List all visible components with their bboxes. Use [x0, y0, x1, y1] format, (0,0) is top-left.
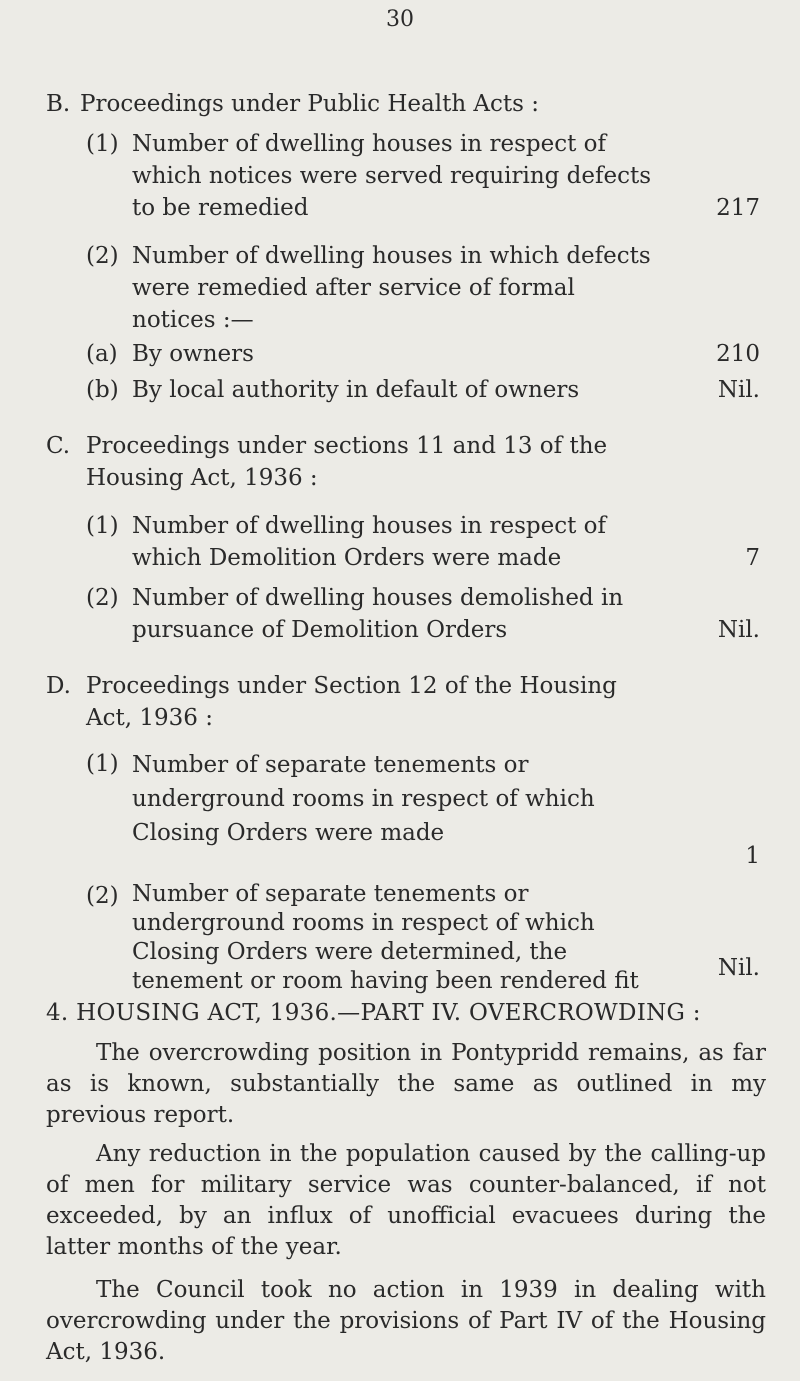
section-c-letter: C.	[46, 433, 71, 459]
item-text: Number of dwelling houses in which defects were remedied after service of formal notices :—	[132, 243, 651, 333]
item-number: (1)	[86, 513, 119, 539]
item-text: Number of separate tenements or underground rooms in respect of which Closing Orders were determined, the tenement or room having been rendered fit	[132, 881, 639, 994]
item-text: Number of separate tenements or underground rooms in respect of which Closing Orders were made	[132, 752, 595, 846]
section-d-title: Proceedings under Section 12 of the Housing Act, 1936 :	[86, 673, 617, 731]
item-text: Number of dwelling houses in respect of which notices were served requiring defects to be remedied	[132, 131, 652, 221]
section-b-item-1-value: 217	[716, 195, 760, 221]
section-d-letter: D.	[46, 673, 71, 699]
section-d-item-1-value: 1	[745, 843, 760, 869]
item-text: By local authority in default of owners	[132, 377, 580, 403]
item-number: (1)	[86, 751, 119, 777]
page-number: 30	[386, 7, 414, 32]
section-c-item-1-value: 7	[745, 545, 760, 571]
section-b-letter: B.	[46, 91, 71, 117]
section-4-paragraph-1: The overcrowding position in Pontypridd remains, as far as is known, substantially the same as outlined in my previous report.	[46, 1040, 766, 1128]
item-number: (a)	[86, 341, 118, 367]
item-text: Number of dwelling houses in respect of which Demolition Orders were made	[132, 513, 607, 571]
section-4-paragraph-2: Any reduction in the population caused by the calling-up of men for military service was counter-balanced, if not exceeded, by an influx of unofficial evacuees during the latter months of the year.	[46, 1141, 766, 1260]
section-d-item-2-value: Nil.	[717, 955, 760, 981]
item-number: (2)	[86, 243, 119, 269]
item-text: Number of dwelling houses demolished in pursuance of Demolition Orders	[132, 585, 624, 643]
section-b-subitem-a-value: 210	[716, 341, 760, 367]
section-b-subitem-b-value: Nil.	[717, 377, 760, 403]
section-b-heading	[46, 88, 746, 120]
item-number: (1)	[86, 131, 119, 157]
section-c-item-2-value: Nil.	[717, 617, 760, 643]
section-c-title: Proceedings under sections 11 and 13 of the Housing Act, 1936 :	[86, 433, 608, 491]
item-number: (b)	[86, 377, 119, 403]
section-4-heading: 4. HOUSING ACT, 1936.—PART IV. OVERCROWDING :	[46, 1000, 701, 1026]
section-4-paragraph-3: The Council took no action in 1939 in dealing with overcrowding under the provisions of Part IV of the Housing Act, 1936.	[46, 1277, 766, 1365]
item-number: (2)	[86, 883, 119, 909]
item-number: (2)	[86, 585, 119, 611]
section-b-title: Proceedings under Public Health Acts :	[80, 91, 540, 117]
item-text: By owners	[132, 341, 254, 367]
